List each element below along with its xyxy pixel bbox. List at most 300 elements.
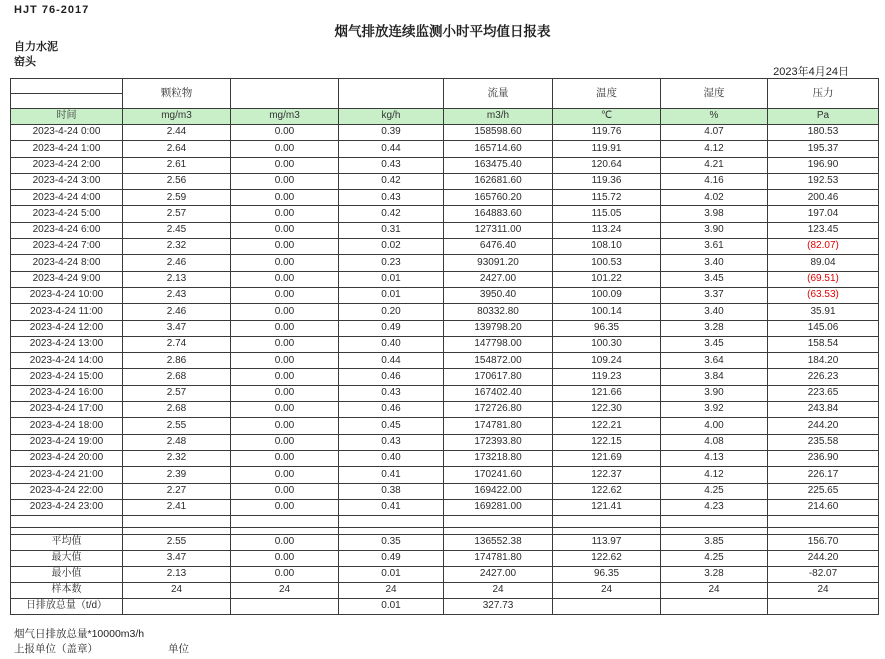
value-cell: 327.73 [444,599,553,615]
value-cell: 0.46 [339,402,444,418]
table-row [11,483,879,499]
value-cell [339,528,444,535]
value-cell: 244.20 [768,551,879,567]
hourly-report-table [10,78,879,615]
summary-row [11,535,879,551]
table-row [11,450,879,466]
value-cell: 243.84 [768,402,879,418]
corner-cell-top [11,79,123,94]
value-cell [231,516,339,528]
value-cell: 101.22 [553,271,661,287]
value-cell: 0.00 [231,125,339,141]
unit-header-row [11,109,879,125]
unit-cell-mgm3-2: mg/m3 [231,109,339,125]
value-cell: 0.01 [339,287,444,303]
value-cell: 122.30 [553,402,661,418]
value-cell: 170241.60 [444,467,553,483]
spacer-row [11,528,879,535]
value-cell: 4.16 [661,173,768,189]
value-cell: 0.00 [231,190,339,206]
value-cell: 2.13 [123,271,231,287]
report-unit-label: 上报单位（盖章） [14,643,98,655]
value-cell: 200.46 [768,190,879,206]
value-cell: 4.25 [661,483,768,499]
value-cell: (82.07) [768,239,879,255]
value-cell: 0.43 [339,157,444,173]
value-cell: 2.44 [123,125,231,141]
table-row [11,239,879,255]
summary-row [11,551,879,567]
value-cell: 2.68 [123,369,231,385]
value-cell: 3.61 [661,239,768,255]
empty-row [11,516,879,528]
company-name: 自力水泥 [14,41,58,53]
value-cell: 0.42 [339,206,444,222]
value-cell [661,599,768,615]
value-cell: 120.64 [553,157,661,173]
value-cell: 0.00 [231,567,339,583]
value-cell: 0.20 [339,304,444,320]
value-cell: 3.28 [661,567,768,583]
value-cell: 2427.00 [444,271,553,287]
value-cell: 2.86 [123,353,231,369]
value-cell: 0.00 [231,304,339,320]
row-label-cell: 2023-4-24 14:00 [11,353,123,369]
row-label-cell: 2023-4-24 16:00 [11,385,123,401]
value-cell: (69.51) [768,271,879,287]
value-cell: 180.53 [768,125,879,141]
value-cell: 2.57 [123,385,231,401]
value-cell: 122.37 [553,467,661,483]
value-cell: 119.23 [553,369,661,385]
row-label-cell: 日排放总量（t/d） [11,599,123,615]
column-header-particulate: 颗粒物 [123,79,231,109]
summary-row [11,567,879,583]
value-cell: 4.12 [661,141,768,157]
column-header-humidity: 湿度 [661,79,768,109]
value-cell: 0.00 [231,157,339,173]
row-label-cell: 最大值 [11,551,123,567]
value-cell: 158598.60 [444,125,553,141]
row-label-cell: 2023-4-24 7:00 [11,239,123,255]
value-cell: 2.27 [123,483,231,499]
value-cell: 0.35 [339,535,444,551]
value-cell: 4.13 [661,450,768,466]
value-cell: 0.00 [231,141,339,157]
value-cell: 192.53 [768,173,879,189]
unit-cell-kgh: kg/h [339,109,444,125]
unit-label: 单位 [168,643,189,655]
monitoring-point-name: 窑头 [14,56,36,68]
value-cell: 24 [661,583,768,599]
value-cell: 197.04 [768,206,879,222]
value-cell: 3.47 [123,320,231,336]
table-row [11,418,879,434]
value-cell: 3.90 [661,222,768,238]
row-label-cell: 2023-4-24 4:00 [11,190,123,206]
value-cell: 173218.80 [444,450,553,466]
value-cell: 0.00 [231,173,339,189]
time-header-cell: 时间 [11,109,123,125]
value-cell [768,516,879,528]
value-cell [123,599,231,615]
table-row [11,434,879,450]
value-cell: 123.45 [768,222,879,238]
value-cell: 0.39 [339,125,444,141]
value-cell: 0.01 [339,271,444,287]
value-cell: 0.45 [339,418,444,434]
value-cell: 0.38 [339,483,444,499]
value-cell [553,528,661,535]
value-cell: 0.43 [339,190,444,206]
value-cell: 24 [123,583,231,599]
value-cell: 136552.38 [444,535,553,551]
value-cell: (63.53) [768,287,879,303]
value-cell: 119.91 [553,141,661,157]
value-cell: 158.54 [768,336,879,352]
value-cell: 0.00 [231,369,339,385]
value-cell: 2.46 [123,255,231,271]
row-label-cell: 2023-4-24 6:00 [11,222,123,238]
unit-cell-m3h: m3/h [444,109,553,125]
value-cell: 0.41 [339,467,444,483]
value-cell: 0.00 [231,255,339,271]
row-label-cell: 2023-4-24 22:00 [11,483,123,499]
row-label-cell: 2023-4-24 11:00 [11,304,123,320]
row-label-cell [11,516,123,528]
value-cell: 2.59 [123,190,231,206]
value-cell: 0.00 [231,551,339,567]
value-cell: 4.02 [661,190,768,206]
table-row [11,190,879,206]
value-cell: 3.64 [661,353,768,369]
table-row [11,255,879,271]
value-cell: 226.23 [768,369,879,385]
value-cell: 147798.00 [444,336,553,352]
value-cell: 2.57 [123,206,231,222]
value-cell [661,516,768,528]
value-cell: 115.72 [553,190,661,206]
value-cell: 24 [553,583,661,599]
value-cell: 0.46 [339,369,444,385]
value-cell: 223.65 [768,385,879,401]
value-cell [553,599,661,615]
value-cell: 35.91 [768,304,879,320]
table-row [11,287,879,303]
value-cell [553,516,661,528]
row-label-cell: 2023-4-24 21:00 [11,467,123,483]
row-label-cell: 2023-4-24 8:00 [11,255,123,271]
value-cell: 0.01 [339,567,444,583]
table-body [11,125,879,615]
value-cell: 3.28 [661,320,768,336]
column-header-flow: 流量 [444,79,553,109]
value-cell: 236.90 [768,450,879,466]
page-title: 烟气排放连续监测小时平均值日报表 [334,24,551,39]
table-row [11,206,879,222]
table-row [11,320,879,336]
value-cell [339,516,444,528]
value-cell: 0.00 [231,353,339,369]
value-cell: 3.40 [661,255,768,271]
value-cell: 0.49 [339,551,444,567]
value-cell: 172393.80 [444,434,553,450]
value-cell: 0.00 [231,418,339,434]
value-cell: 214.60 [768,499,879,515]
value-cell: 156.70 [768,535,879,551]
value-cell: 0.00 [231,206,339,222]
value-cell: 0.00 [231,450,339,466]
value-cell [444,528,553,535]
row-label-cell: 2023-4-24 17:00 [11,402,123,418]
row-label-cell: 2023-4-24 5:00 [11,206,123,222]
value-cell: 154872.00 [444,353,553,369]
table-row [11,222,879,238]
value-cell: 109.24 [553,353,661,369]
value-cell: 2.55 [123,535,231,551]
row-label-cell: 最小值 [11,567,123,583]
value-cell: 3.90 [661,385,768,401]
value-cell: 113.97 [553,535,661,551]
table-row [11,173,879,189]
value-cell: 2427.00 [444,567,553,583]
value-cell: 0.00 [231,336,339,352]
row-label-cell: 2023-4-24 3:00 [11,173,123,189]
value-cell: 3.98 [661,206,768,222]
value-cell: 3.92 [661,402,768,418]
column-header-blank-2 [339,79,444,109]
value-cell: 2.56 [123,173,231,189]
value-cell [444,516,553,528]
unit-cell-celsius: ℃ [553,109,661,125]
value-cell: 4.12 [661,467,768,483]
value-cell: 165760.20 [444,190,553,206]
value-cell: 4.25 [661,551,768,567]
table-row [11,141,879,157]
value-cell [123,516,231,528]
value-cell: 2.32 [123,450,231,466]
table-row [11,353,879,369]
value-cell: 0.23 [339,255,444,271]
value-cell: 100.53 [553,255,661,271]
value-cell: 100.14 [553,304,661,320]
summary-row [11,583,879,599]
row-label-cell: 平均值 [11,535,123,551]
value-cell [768,528,879,535]
value-cell: 3.37 [661,287,768,303]
value-cell: 2.13 [123,567,231,583]
column-header-temperature: 温度 [553,79,661,109]
value-cell: 3.84 [661,369,768,385]
unit-cell-pa: Pa [768,109,879,125]
value-cell: 4.23 [661,499,768,515]
value-cell: 0.01 [339,599,444,615]
value-cell: 119.76 [553,125,661,141]
value-cell: 0.00 [231,320,339,336]
value-cell: 0.00 [231,535,339,551]
value-cell: 3.45 [661,271,768,287]
value-cell [661,528,768,535]
value-cell: 164883.60 [444,206,553,222]
row-label-cell: 2023-4-24 0:00 [11,125,123,141]
value-cell: 167402.40 [444,385,553,401]
value-cell: 244.20 [768,418,879,434]
value-cell: 127311.00 [444,222,553,238]
value-cell: 0.00 [231,499,339,515]
corner-cell-bottom [11,94,123,109]
value-cell: 225.65 [768,483,879,499]
footer-note: 烟气日排放总量*10000m3/h [14,628,145,640]
group-header-row [11,79,879,94]
value-cell: 169422.00 [444,483,553,499]
unit-cell-percent: % [661,109,768,125]
value-cell: 3.40 [661,304,768,320]
value-cell: 226.17 [768,467,879,483]
value-cell: 184.20 [768,353,879,369]
value-cell: 0.40 [339,450,444,466]
table-row [11,499,879,515]
value-cell: 93091.20 [444,255,553,271]
value-cell: 2.74 [123,336,231,352]
value-cell: 122.21 [553,418,661,434]
value-cell: 174781.80 [444,551,553,567]
value-cell: 0.43 [339,434,444,450]
value-cell: 0.49 [339,320,444,336]
value-cell: 2.61 [123,157,231,173]
row-label-cell: 2023-4-24 2:00 [11,157,123,173]
value-cell: 195.37 [768,141,879,157]
value-cell: 2.68 [123,402,231,418]
value-cell: 169281.00 [444,499,553,515]
value-cell: 139798.20 [444,320,553,336]
value-cell: 96.35 [553,320,661,336]
value-cell: 108.10 [553,239,661,255]
value-cell: 3.85 [661,535,768,551]
value-cell: 2.48 [123,434,231,450]
value-cell: 100.30 [553,336,661,352]
table-row [11,402,879,418]
value-cell: 162681.60 [444,173,553,189]
value-cell: 2.45 [123,222,231,238]
row-label-cell [11,528,123,535]
value-cell: 24 [768,583,879,599]
table-row [11,304,879,320]
value-cell: 24 [339,583,444,599]
table-row [11,157,879,173]
value-cell: 2.39 [123,467,231,483]
value-cell: 0.44 [339,353,444,369]
value-cell: 122.62 [553,483,661,499]
row-label-cell: 2023-4-24 9:00 [11,271,123,287]
value-cell: 0.00 [231,222,339,238]
value-cell: 170617.80 [444,369,553,385]
value-cell: 2.41 [123,499,231,515]
row-label-cell: 样本数 [11,583,123,599]
row-label-cell: 2023-4-24 15:00 [11,369,123,385]
value-cell: 96.35 [553,567,661,583]
value-cell: 2.64 [123,141,231,157]
value-cell: 122.62 [553,551,661,567]
value-cell: 4.21 [661,157,768,173]
value-cell: 24 [231,583,339,599]
value-cell: 0.00 [231,239,339,255]
row-label-cell: 2023-4-24 13:00 [11,336,123,352]
value-cell: 3.45 [661,336,768,352]
summary-row [11,599,879,615]
value-cell: 174781.80 [444,418,553,434]
value-cell: 3.47 [123,551,231,567]
standard-code: HJT 76-2017 [14,4,90,16]
value-cell: 163475.40 [444,157,553,173]
value-cell: 89.04 [768,255,879,271]
value-cell: 0.00 [231,287,339,303]
value-cell: 100.09 [553,287,661,303]
row-label-cell: 2023-4-24 19:00 [11,434,123,450]
value-cell: 0.43 [339,385,444,401]
value-cell: 0.31 [339,222,444,238]
table-row [11,369,879,385]
value-cell: 121.41 [553,499,661,515]
value-cell [768,599,879,615]
value-cell: 113.24 [553,222,661,238]
value-cell [231,528,339,535]
value-cell: 115.05 [553,206,661,222]
value-cell: 235.58 [768,434,879,450]
value-cell: 24 [444,583,553,599]
value-cell: 2.55 [123,418,231,434]
value-cell: 0.40 [339,336,444,352]
report-date: 2023年4月24日 [773,66,849,78]
row-label-cell: 2023-4-24 12:00 [11,320,123,336]
value-cell: 4.08 [661,434,768,450]
value-cell: 0.42 [339,173,444,189]
value-cell: 4.07 [661,125,768,141]
row-label-cell: 2023-4-24 20:00 [11,450,123,466]
value-cell: 2.46 [123,304,231,320]
value-cell: 3950.40 [444,287,553,303]
value-cell: 2.32 [123,239,231,255]
table-row [11,467,879,483]
table-row [11,385,879,401]
unit-cell-mgm3-1: mg/m3 [123,109,231,125]
row-label-cell: 2023-4-24 23:00 [11,499,123,515]
value-cell: 0.41 [339,499,444,515]
value-cell: 0.00 [231,483,339,499]
value-cell: 165714.60 [444,141,553,157]
value-cell: 0.00 [231,434,339,450]
table-row [11,125,879,141]
value-cell: 0.02 [339,239,444,255]
value-cell: -82.07 [768,567,879,583]
value-cell: 122.15 [553,434,661,450]
value-cell: 121.69 [553,450,661,466]
value-cell: 145.06 [768,320,879,336]
value-cell: 80332.80 [444,304,553,320]
value-cell: 119.36 [553,173,661,189]
value-cell: 0.00 [231,402,339,418]
value-cell: 0.00 [231,385,339,401]
row-label-cell: 2023-4-24 18:00 [11,418,123,434]
column-header-pressure: 压力 [768,79,879,109]
value-cell: 172726.80 [444,402,553,418]
value-cell: 6476.40 [444,239,553,255]
value-cell: 0.44 [339,141,444,157]
table-row [11,271,879,287]
value-cell [123,528,231,535]
value-cell: 196.90 [768,157,879,173]
table-row [11,336,879,352]
value-cell: 0.00 [231,467,339,483]
